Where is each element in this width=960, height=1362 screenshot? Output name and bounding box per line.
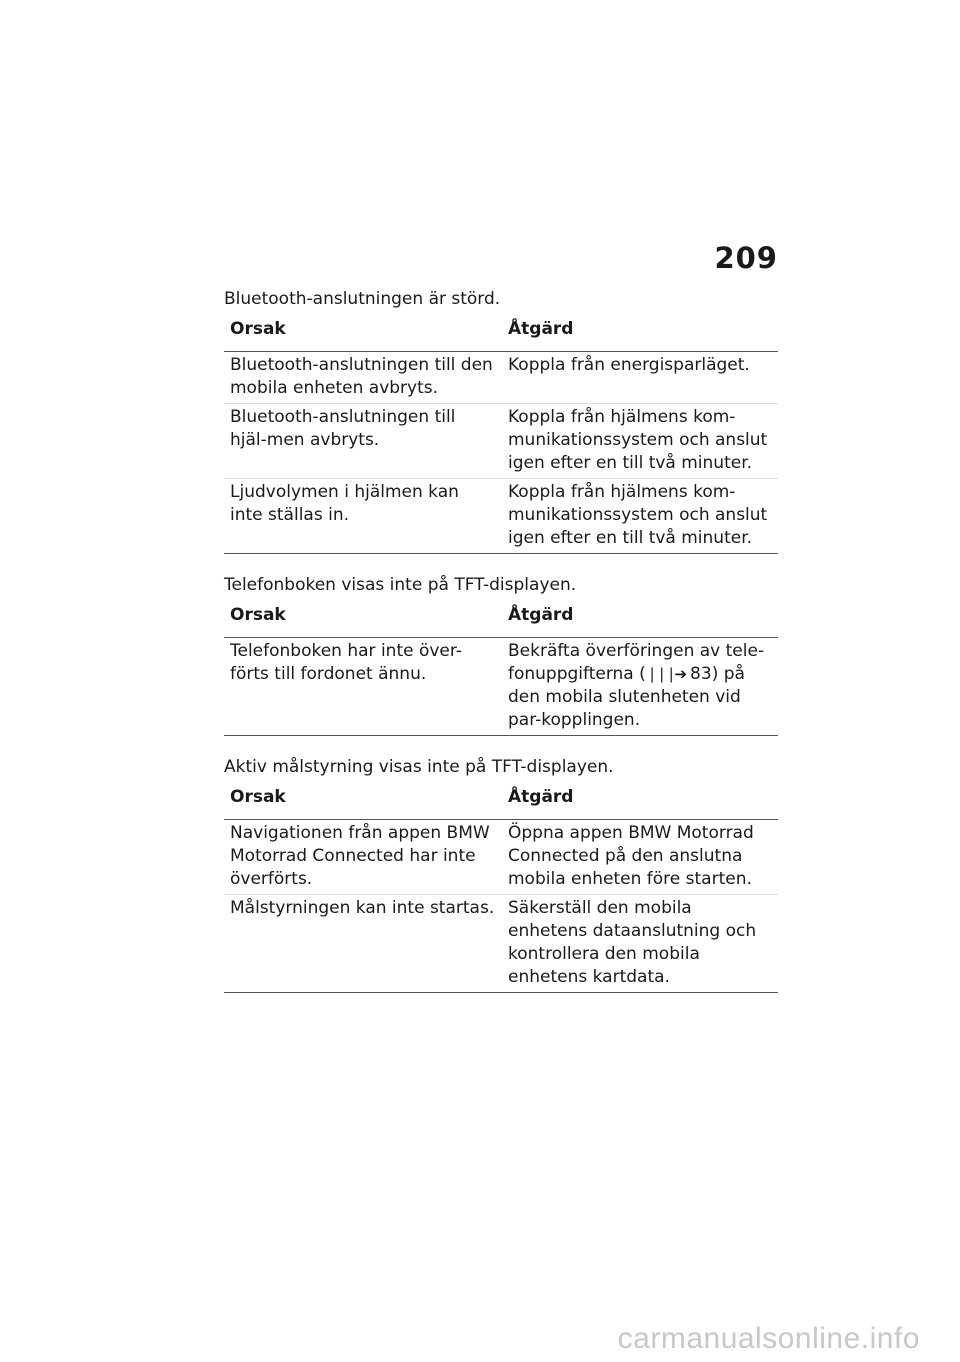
watermark: carmanualsonline.info <box>617 1322 920 1355</box>
remedy-cell: Säkerställ den mobila enhetens dataanslutning och kontrollera den mobila enhetens kartdata. <box>502 895 778 993</box>
page-reference-link[interactable]: 83 <box>690 664 712 684</box>
remedy-cell: Koppla från hjälmens kom-munikationssystem och anslut igen efter en till två minuter. <box>502 479 778 554</box>
table-header-row <box>224 601 778 638</box>
table-row <box>224 479 778 554</box>
remedy-cell: Koppla från energisparläget. <box>502 352 778 404</box>
troubleshooting-table <box>224 315 778 554</box>
page-number: 209 <box>714 241 778 275</box>
cause-cell: Telefonboken har inte över-förts till fordonet ännu. <box>224 638 502 736</box>
cause-cell: Navigationen från appen BMW Motorrad Connected har inte överförts. <box>224 820 502 895</box>
table-header-row <box>224 315 778 352</box>
remedy-text-before: Bekräfta överföringen av tele-fonuppgifterna ( <box>508 641 765 684</box>
remedy-cell <box>502 638 778 736</box>
table-row <box>224 404 778 479</box>
troubleshooting-section <box>224 756 780 993</box>
table-header-row <box>224 783 778 820</box>
section-title: Bluetooth-anslutningen är störd. <box>224 289 501 309</box>
remedy-cell: Öppna appen BMW Motorrad Connected på den anslutna mobila enheten före starten. <box>502 820 778 895</box>
section-title: Telefonboken visas inte på TFT-displayen. <box>224 575 577 595</box>
troubleshooting-table <box>224 601 778 736</box>
section-title: Aktiv målstyrning visas inte på TFT-displayen. <box>224 757 614 777</box>
table-row <box>224 895 778 993</box>
remedy-text-after: ) på den mobila slutenheten vid par-kopplingen. <box>508 664 745 730</box>
table-row <box>224 638 778 736</box>
cause-cell: Målstyrningen kan inte startas. <box>224 895 502 993</box>
page-reference-arrow-icon: ❘❘❘➔ <box>645 665 685 683</box>
troubleshooting-section <box>224 288 780 554</box>
cause-cell: Ljudvolymen i hjälmen kan inte ställas in. <box>224 479 502 554</box>
troubleshooting-table <box>224 783 778 993</box>
cause-cell: Bluetooth-anslutningen till den mobila enheten avbryts. <box>224 352 502 404</box>
cause-cell: Bluetooth-anslutningen till hjäl-men avbryts. <box>224 404 502 479</box>
column-header-remedy: Åtgärd <box>502 783 778 820</box>
column-header-cause: Orsak <box>224 783 502 820</box>
column-header-cause: Orsak <box>224 315 502 352</box>
column-header-remedy: Åtgärd <box>502 601 778 638</box>
table-row <box>224 352 778 404</box>
troubleshooting-section <box>224 574 780 736</box>
manual-content <box>224 288 780 993</box>
column-header-remedy: Åtgärd <box>502 315 778 352</box>
table-row <box>224 820 778 895</box>
column-header-cause: Orsak <box>224 601 502 638</box>
remedy-cell: Koppla från hjälmens kom-munikationssystem och anslut igen efter en till två minuter. <box>502 404 778 479</box>
